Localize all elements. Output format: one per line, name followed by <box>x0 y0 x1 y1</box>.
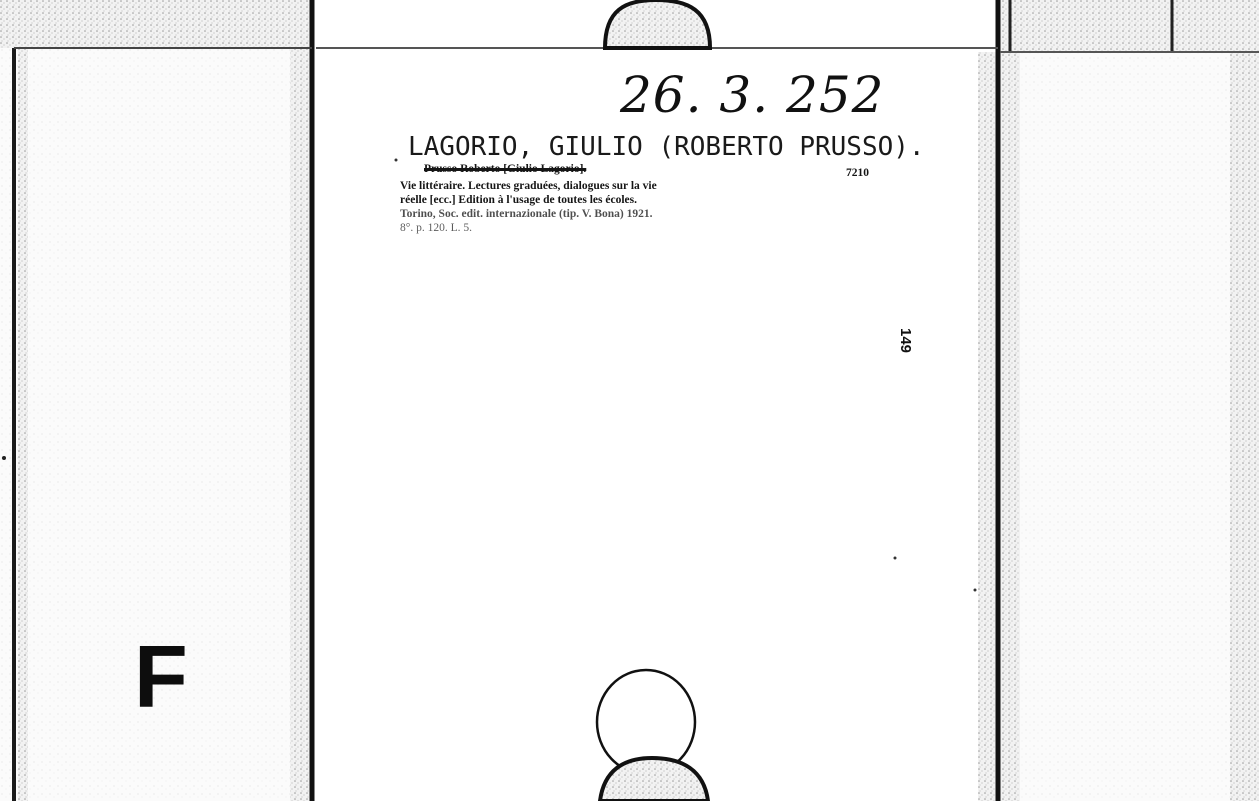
drawer-letter: F <box>134 627 188 726</box>
entry-line-1: Vie littéraire. Lectures graduées, dialogues sur la vie <box>400 180 657 192</box>
entry-author-line: Prusso Roberto [Giulio Lagorio]. <box>424 163 587 175</box>
catalog-heading: LAGORIO, GIULIO (ROBERTO PRUSSO). <box>408 132 925 162</box>
side-number: 149 <box>897 328 914 354</box>
entry-line-4: 8°. p. 120. L. 5. <box>400 222 472 234</box>
entry-line-2: réelle [ecc.] Edition à l'usage de toutes les écoles. <box>400 194 637 206</box>
entry-line-3: Torino, Soc. edit. internazionale (tip. V. Bona) 1921. <box>400 208 653 220</box>
shelf-mark: 26. 3. 252 <box>620 66 885 124</box>
entry-number: 7210 <box>846 167 869 179</box>
